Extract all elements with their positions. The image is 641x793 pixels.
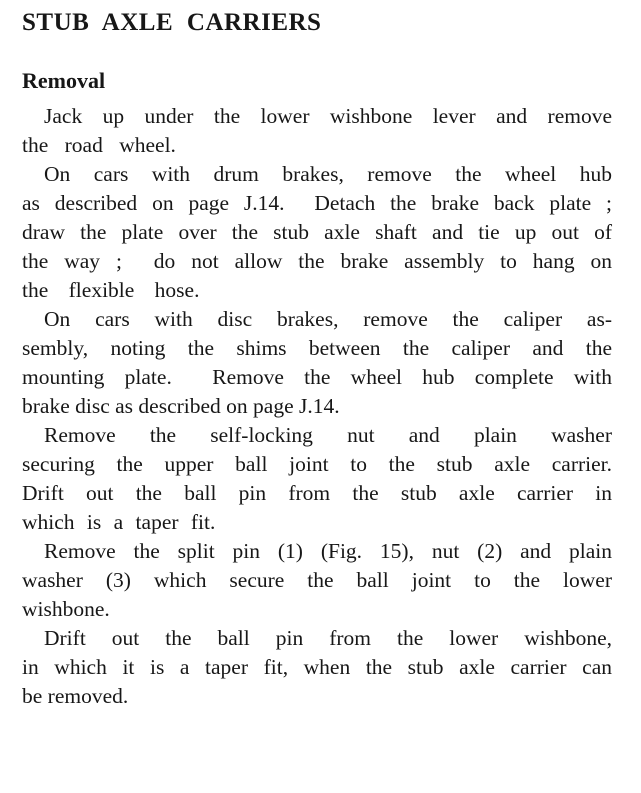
text-line: in which it is a taper fit, when the stub axle carrier can (22, 654, 612, 679)
text-line: the road wheel. (22, 132, 176, 157)
text-line: be removed. (22, 683, 129, 708)
paragraph (22, 537, 612, 624)
text-line: the flexible hose. (22, 277, 200, 302)
page-title: STUB AXLE CARRIERS (22, 9, 322, 36)
paragraph (22, 160, 612, 305)
text-line: brake disc as described on page J.14. (22, 393, 340, 418)
text-line: securing the upper ball joint to the stub axle carrier. (22, 451, 612, 476)
text-line: On cars with disc brakes, remove the caliper as- (44, 306, 612, 331)
text-line: Remove the self-locking nut and plain washer (44, 422, 612, 447)
text-line: Jack up under the lower wishbone lever and remove (44, 103, 612, 128)
text-line: mounting plate. Remove the wheel hub complete with (22, 364, 612, 389)
paragraph (22, 624, 612, 711)
text-line: Remove the split pin (1) (Fig. 15), nut (2) and plain (44, 538, 612, 563)
paragraph (22, 305, 612, 421)
text-line: Drift out the ball pin from the lower wishbone, (44, 625, 612, 650)
text-line: as described on page J.14. Detach the brake back plate ; (22, 190, 612, 215)
text-line: On cars with drum brakes, remove the wheel hub (44, 161, 612, 186)
document-body (22, 102, 612, 711)
text-line: sembly, noting the shims between the caliper and the (22, 335, 612, 360)
section-heading: Removal (22, 67, 106, 93)
text-line: wishbone. (22, 596, 110, 621)
text-line: which is a taper fit. (22, 509, 216, 534)
paragraph (22, 102, 612, 160)
text-line: the way ; do not allow the brake assembly to hang on (22, 248, 612, 273)
text-line: washer (3) which secure the ball joint to the lower (22, 567, 612, 592)
text-line: draw the plate over the stub axle shaft and tie up out of (22, 219, 612, 244)
text-line: Drift out the ball pin from the stub axle carrier in (22, 480, 612, 505)
paragraph (22, 421, 612, 537)
